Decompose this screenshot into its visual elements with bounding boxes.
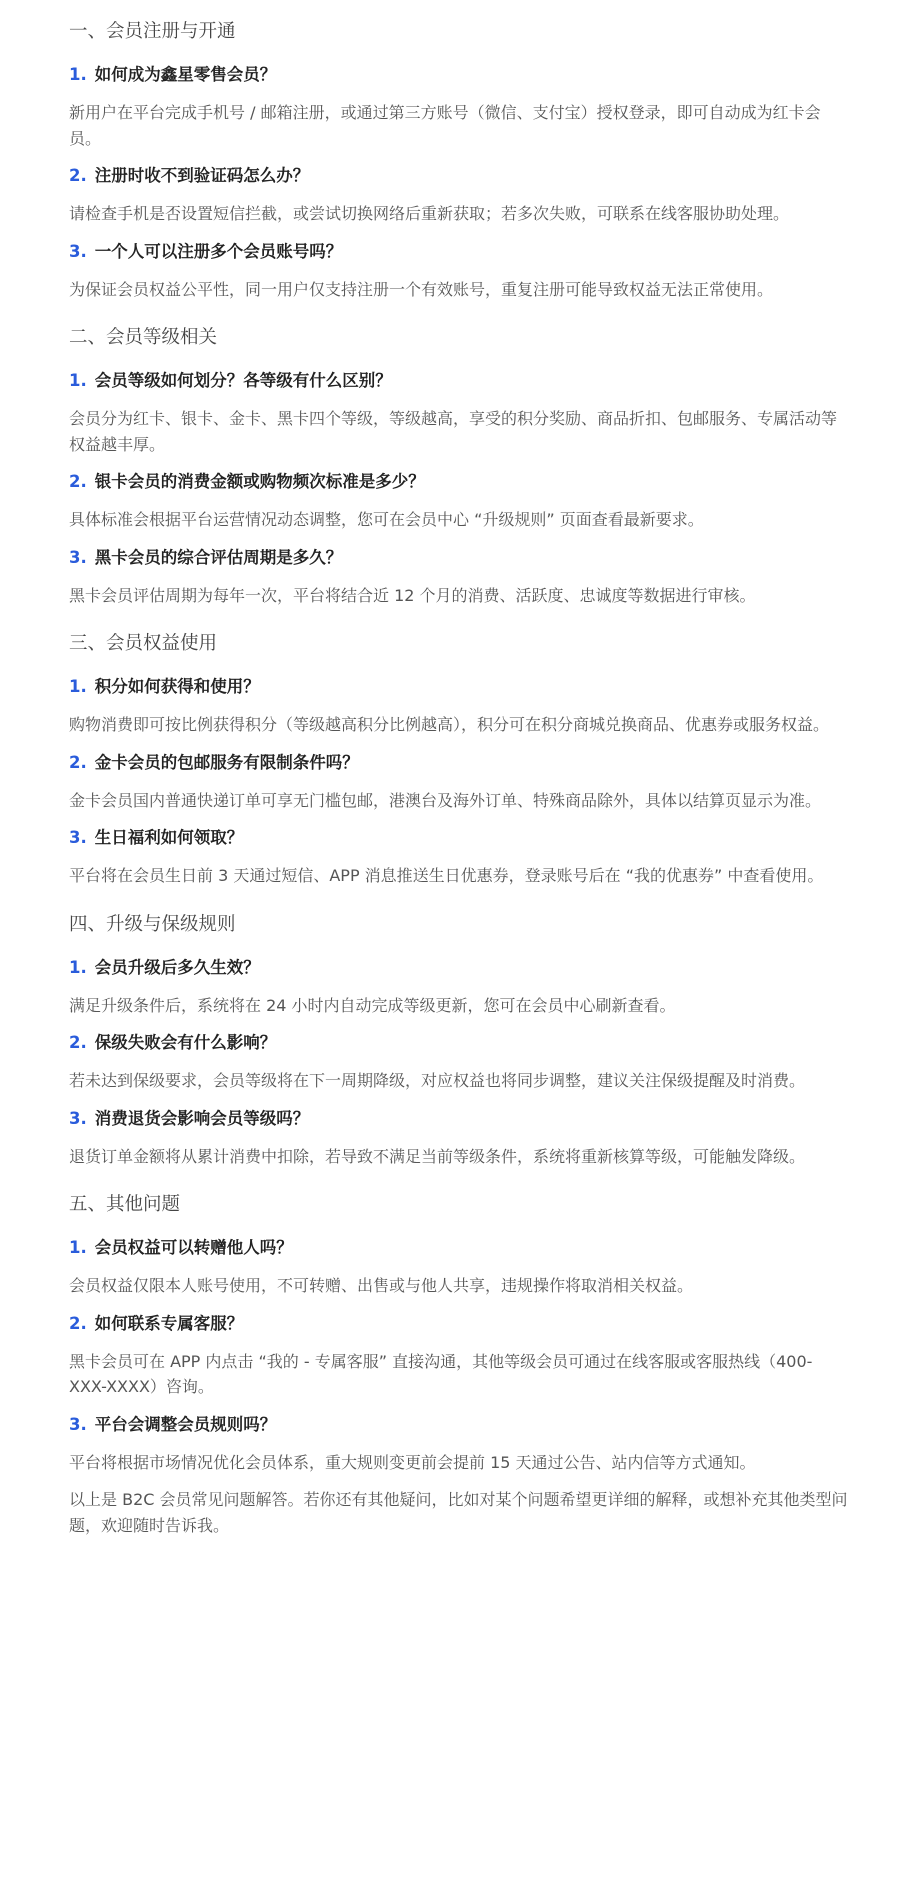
faq-answer: 购物消费即可按比例获得积分（等级越高积分比例越高），积分可在积分商城兑换商品、优惠券或服务权益。 [69, 715, 830, 734]
faq-answer: 会员分为红卡、银卡、金卡、黑卡四个等级，等级越高，享受的积分奖励、商品折扣、包邮服务、专属活动等权益越丰厚。 [69, 409, 838, 454]
question-text: 黑卡会员的综合评估周期是多久？ [94, 547, 343, 567]
question-text: 金卡会员的包邮服务有限制条件吗？ [94, 752, 359, 772]
question-number: 1. [69, 1238, 87, 1257]
faq-question [69, 750, 849, 776]
faq-section [69, 320, 849, 608]
question-text: 会员升级后多久生效？ [94, 957, 260, 977]
question-number: 3. [69, 547, 87, 567]
question-number: 3. [69, 1108, 87, 1128]
question-text: 平台会调整会员规则吗？ [94, 1414, 277, 1434]
question-text: 保级失败会有什么影响？ [94, 1033, 277, 1052]
section-title: 三、会员权益使用 [69, 633, 218, 654]
faq-question [69, 163, 849, 189]
faq-section [69, 14, 849, 302]
question-number: 1. [69, 65, 87, 84]
faq-question [69, 545, 849, 571]
faq-answer: 平台将在会员生日前 3 天通过短信、APP 消息推送生日优惠券，登录账号后在 “我的优惠券” 中查看使用。 [69, 866, 824, 885]
faq-question [69, 1235, 849, 1261]
question-number: 2. [69, 166, 87, 185]
faq-question [69, 469, 849, 495]
faq-answer: 具体标准会根据平台运营情况动态调整，您可在会员中心 “升级规则” 页面查看最新要求。 [69, 510, 704, 529]
faq-answer: 请检查手机是否设置短信拦截，或尝试切换网络后重新获取；若多次失败，可联系在线客服协助处理。 [69, 204, 790, 223]
question-text: 一个人可以注册多个会员账号吗？ [94, 241, 343, 261]
section-title: 一、会员注册与开通 [69, 21, 236, 42]
faq-answer: 黑卡会员可在 APP 内点击 “我的 - 专属客服” 直接沟通，其他等级会员可通过在线客服或客服热线（400-XXX-XXXX）咨询。 [69, 1351, 813, 1396]
faq-answer: 金卡会员国内普通快递订单可享无门槛包邮，港澳台及海外订单、特殊商品除外，具体以结算页显示为准。 [69, 790, 822, 810]
faq-section [69, 907, 849, 1170]
faq-question [69, 239, 849, 265]
faq-question [69, 368, 849, 394]
question-text: 银卡会员的消费金额或购物频次标准是多少？ [94, 472, 425, 491]
question-number: 2. [69, 1313, 87, 1333]
faq-question [69, 1412, 849, 1438]
question-number: 2. [69, 472, 87, 491]
faq-answer: 退货订单金额将从累计消费中扣除，若导致不满足当前等级条件，系统将重新核算等级，可能触发降级。 [69, 1146, 806, 1166]
closing-paragraph: 以上是 B2C 会员常见问题解答。若你还有其他疑问，比如对某个问题希望更详细的解释，或想补充其他类型问题，欢迎随时告诉我。 [69, 1490, 848, 1535]
faq-question [69, 62, 849, 88]
faq-answer: 满足升级条件后，系统将在 24 小时内自动完成等级更新，您可在会员中心刷新查看。 [69, 995, 676, 1015]
question-text: 消费退货会影响会员等级吗？ [94, 1108, 310, 1128]
section-title: 五、其他问题 [69, 1194, 181, 1215]
question-text: 会员等级如何划分？各等级有什么区别？ [94, 371, 392, 390]
faq-question [69, 955, 849, 981]
question-text: 如何成为鑫星零售会员？ [94, 65, 277, 84]
faq-question [69, 1311, 849, 1337]
question-number: 2. [69, 752, 87, 772]
question-number: 3. [69, 1414, 87, 1434]
faq-question [69, 1106, 849, 1132]
faq-answer: 平台将根据市场情况优化会员体系，重大规则变更前会提前 15 天通过公告、站内信等方式通知。 [69, 1452, 756, 1472]
faq-question [69, 674, 849, 700]
faq-question [69, 1030, 849, 1056]
faq-section [69, 626, 849, 889]
question-text: 会员权益可以转赠他人吗？ [94, 1238, 293, 1257]
faq-question [69, 825, 849, 851]
question-text: 积分如何获得和使用？ [94, 677, 260, 696]
faq-answer: 会员权益仅限本人账号使用，不可转赠、出售或与他人共享，违规操作将取消相关权益。 [69, 1276, 694, 1295]
question-number: 1. [69, 677, 87, 696]
faq-section [69, 1187, 849, 1538]
question-text: 如何联系专属客服？ [94, 1313, 244, 1333]
question-number: 2. [69, 1033, 87, 1052]
faq-answer: 为保证会员权益公平性，同一用户仅支持注册一个有效账号，重复注册可能导致权益无法正常使用。 [69, 279, 774, 299]
faq-answer: 新用户在平台完成手机号 / 邮箱注册，或通过第三方账号（微信、支付宝）授权登录，即可自动成为红卡会员。 [69, 103, 821, 148]
question-number: 1. [69, 371, 87, 390]
question-number: 3. [69, 241, 87, 261]
section-title: 二、会员等级相关 [69, 327, 218, 348]
question-number: 3. [69, 828, 87, 847]
section-title: 四、升级与保级规则 [69, 913, 236, 935]
faq-answer: 黑卡会员评估周期为每年一次，平台将结合近 12 个月的消费、活跃度、忠诚度等数据进行审核。 [69, 585, 756, 605]
question-number: 1. [69, 957, 87, 977]
question-text: 生日福利如何领取？ [94, 828, 244, 847]
faq-answer: 若未达到保级要求，会员等级将在下一周期降级，对应权益也将同步调整，建议关注保级提醒及时消费。 [69, 1071, 806, 1090]
question-text: 注册时收不到验证码怎么办？ [94, 166, 310, 185]
